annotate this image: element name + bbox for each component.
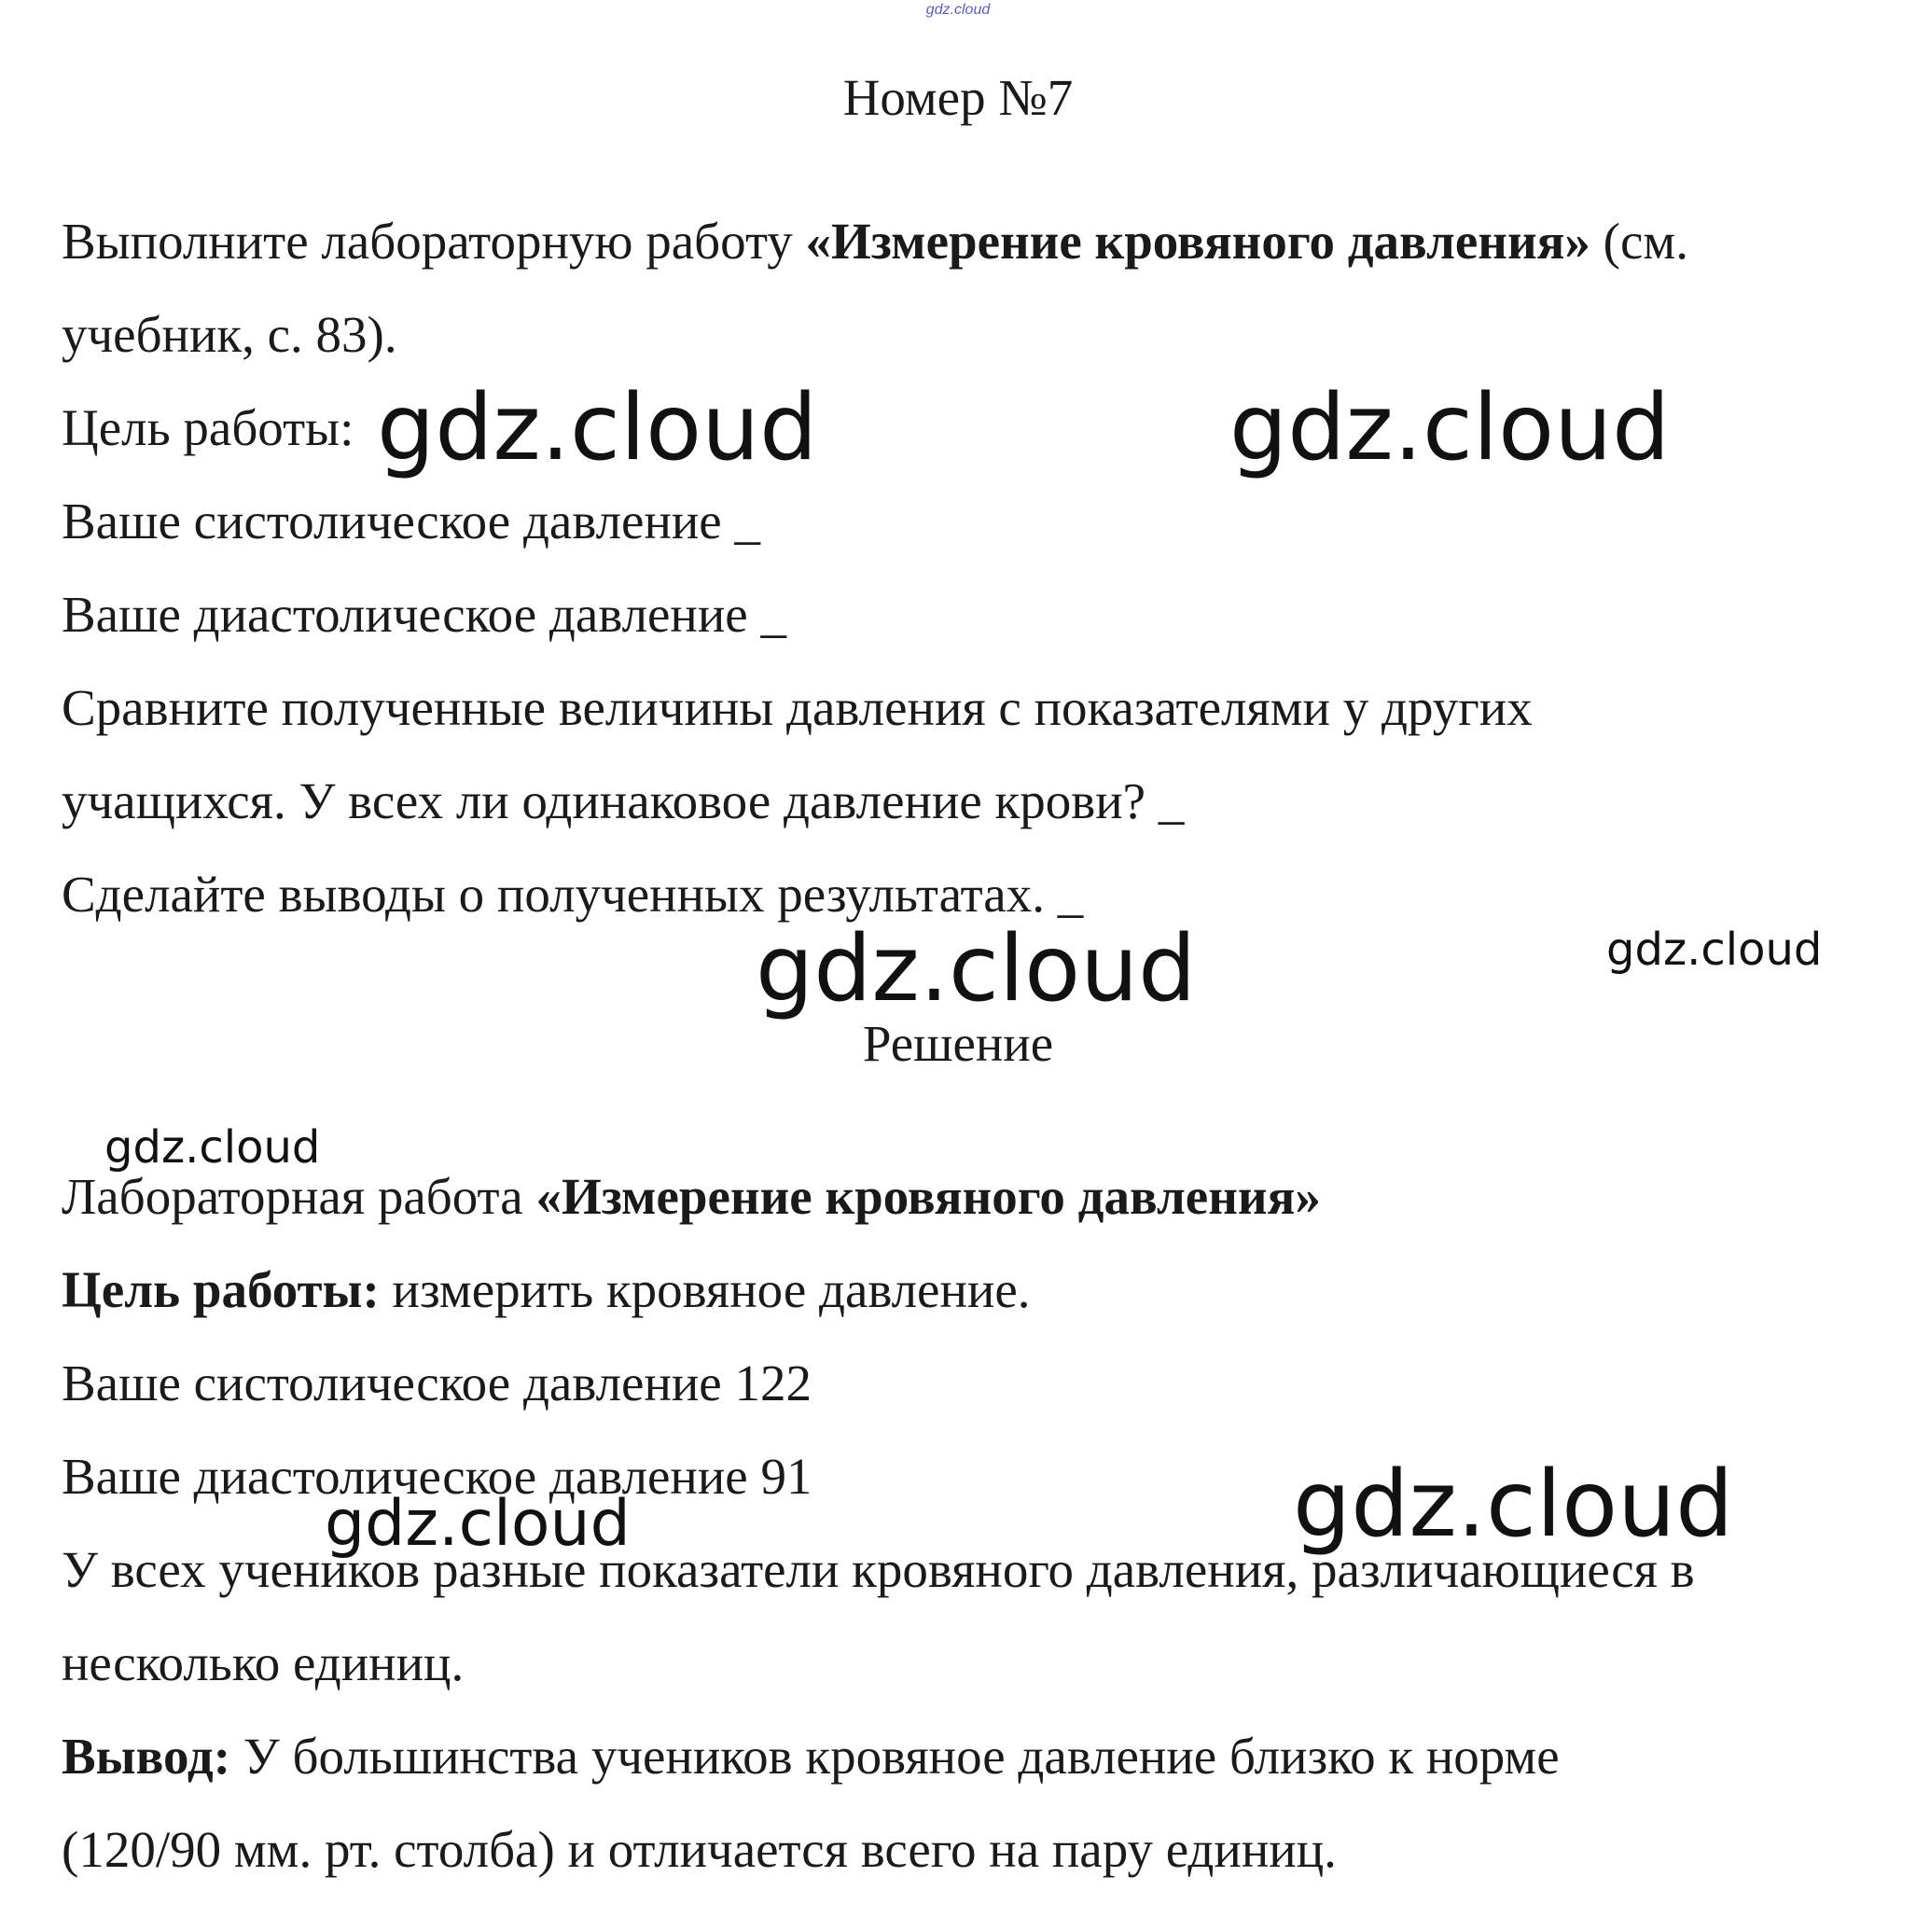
watermark: gdz.cloud bbox=[104, 1121, 321, 1174]
solution-conclusion-2: (120/90 мм. рт. столба) и отличается всего на пару единиц. bbox=[62, 1821, 1337, 1878]
solution-result-1: У всех учеников разные показатели кровяного давления, различающиеся в bbox=[62, 1541, 1695, 1598]
solution-diastolic: Ваше диастолическое давление 91 bbox=[62, 1448, 812, 1505]
solution-heading: Решение bbox=[862, 1015, 1054, 1072]
page-title: Номер №7 bbox=[842, 69, 1074, 126]
solution-lab-line bbox=[62, 1166, 1321, 1228]
watermark: gdz.cloud bbox=[1229, 375, 1671, 481]
solution-systolic: Ваше систолическое давление 122 bbox=[62, 1355, 812, 1411]
watermark: gdz.cloud bbox=[377, 375, 818, 481]
task-compare-2: учащихся. У всех ли одинаковое давление крови? _ bbox=[62, 772, 1185, 829]
task-systolic: Ваше систолическое давление _ bbox=[62, 493, 760, 549]
watermark: gdz.cloud bbox=[756, 916, 1197, 1022]
header-watermark: gdz.cloud bbox=[925, 2, 991, 18]
task-line-1-prefix: Выполните лабораторную работу bbox=[62, 213, 806, 270]
task-line-1-suffix: (см. bbox=[1590, 213, 1688, 270]
solution-goal bbox=[62, 1259, 1031, 1321]
task-line-2: учебник, с. 83). bbox=[62, 306, 397, 363]
task-goal: Цель работы: bbox=[62, 399, 354, 456]
solution-lab-prefix: Лабораторная работа bbox=[62, 1168, 536, 1225]
solution-goal-label: Цель работы: bbox=[62, 1261, 380, 1318]
task-lab-title: «Измерение кровяного давления» bbox=[805, 213, 1590, 270]
solution-conclusion-label: Вывод: bbox=[62, 1728, 231, 1785]
solution-goal-text: измерить кровяное давление. bbox=[379, 1261, 1031, 1318]
solution-result-2: несколько единиц. bbox=[62, 1634, 465, 1691]
task-compare-1: Сравните полученные величины давления с показателями у других bbox=[62, 679, 1533, 736]
solution-lab-title: «Измерение кровяного давления» bbox=[535, 1168, 1321, 1225]
task-line-1 bbox=[62, 211, 1688, 272]
watermark: gdz.cloud bbox=[1606, 924, 1823, 976]
solution-conclusion-text: У большинства учеников кровяное давление близко к норме bbox=[230, 1728, 1560, 1785]
watermark: gdz.cloud bbox=[1293, 1452, 1734, 1558]
solution-conclusion bbox=[62, 1726, 1560, 1787]
task-conclusion: Сделайте выводы о полученных результатах. _ bbox=[62, 866, 1084, 923]
task-diastolic: Ваше диастолическое давление _ bbox=[62, 586, 786, 643]
watermark: gdz.cloud bbox=[325, 1487, 631, 1561]
